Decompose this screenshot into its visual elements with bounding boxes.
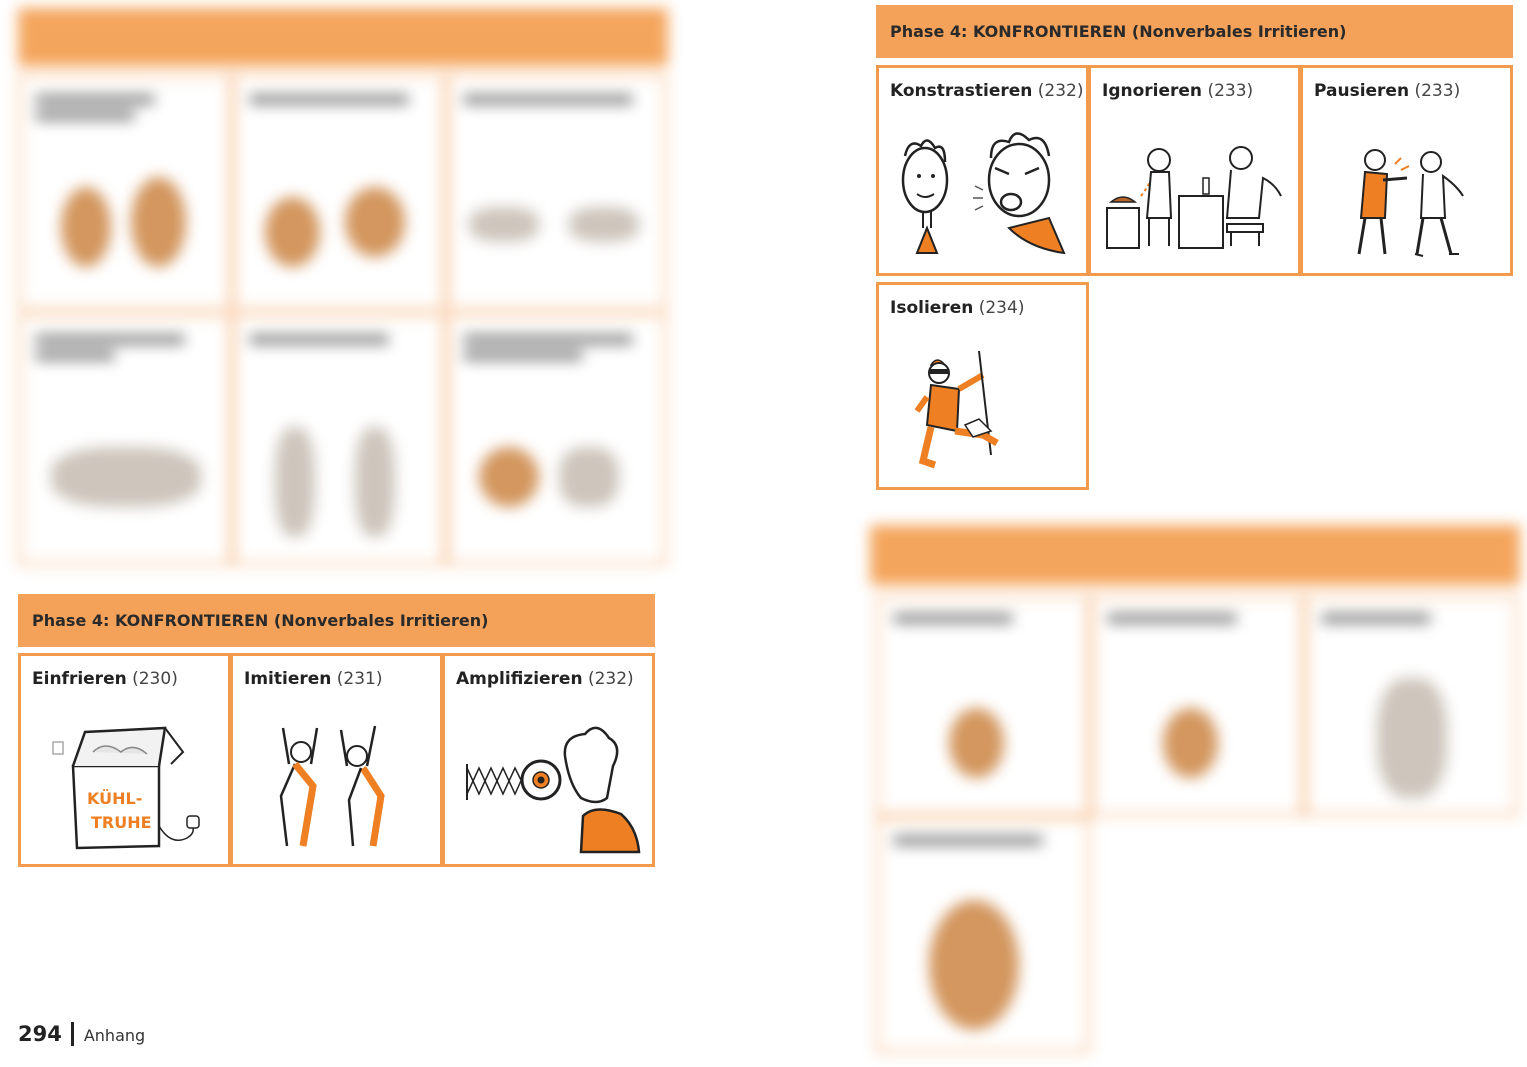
pausing-two-men-illustration: [1303, 68, 1510, 273]
card-page-ref: (233): [1414, 81, 1461, 101]
card-name: Amplifizieren: [456, 669, 583, 689]
page-number: 294: [18, 1022, 62, 1046]
card-name: Imitieren: [244, 669, 332, 689]
isolating-running-man-illustration: [879, 285, 1086, 487]
card-page-ref: (231): [336, 669, 383, 689]
phase-header: Phase 4: KONFRONTIEREN (Nonverbales Irritieren): [876, 5, 1513, 58]
blurred-table-bottom-right: [870, 525, 1520, 1060]
card-page-ref: (232): [1037, 81, 1084, 101]
card-name: Ignorieren: [1102, 81, 1203, 101]
blurred-table-top-left: [18, 8, 668, 568]
page-footer: [18, 1022, 145, 1046]
section-name: Anhang: [83, 1026, 146, 1045]
freezer-chest-illustration: [21, 656, 228, 864]
phase-header: Phase 4: KONFRONTIEREN (Nonverbales Irritieren): [18, 594, 655, 647]
card-einfrieren: [18, 653, 231, 867]
freezer-label-line1: KÜHL-: [87, 789, 143, 808]
phase-table-bottom-left: [18, 594, 655, 868]
imitating-two-figures-illustration: [233, 656, 440, 864]
card-ignorieren: [1088, 65, 1301, 276]
card-amplifizieren: [442, 653, 655, 867]
card-imitieren: [230, 653, 443, 867]
card-name: Konstrastieren: [890, 81, 1033, 101]
footer-divider: [71, 1022, 74, 1046]
ignoring-people-at-table-illustration: [1091, 68, 1298, 273]
card-page-ref: (233): [1207, 81, 1254, 101]
freezer-label-line2: TRUHE: [91, 813, 152, 832]
card-page-ref: (234): [978, 298, 1025, 318]
contrasting-faces-illustration: [879, 68, 1086, 273]
amplifying-magnifier-illustration: [445, 656, 652, 864]
card-isolieren: [876, 282, 1089, 490]
card-name: Pausieren: [1314, 81, 1410, 101]
card-name: Einfrieren: [32, 669, 127, 689]
card-name: Isolieren: [890, 298, 974, 318]
phase-table-top-right: [876, 5, 1513, 490]
card-page-ref: (230): [132, 669, 178, 689]
card-konstrastieren: [876, 65, 1089, 276]
card-page-ref: (232): [587, 669, 634, 689]
card-pausieren: [1300, 65, 1513, 276]
